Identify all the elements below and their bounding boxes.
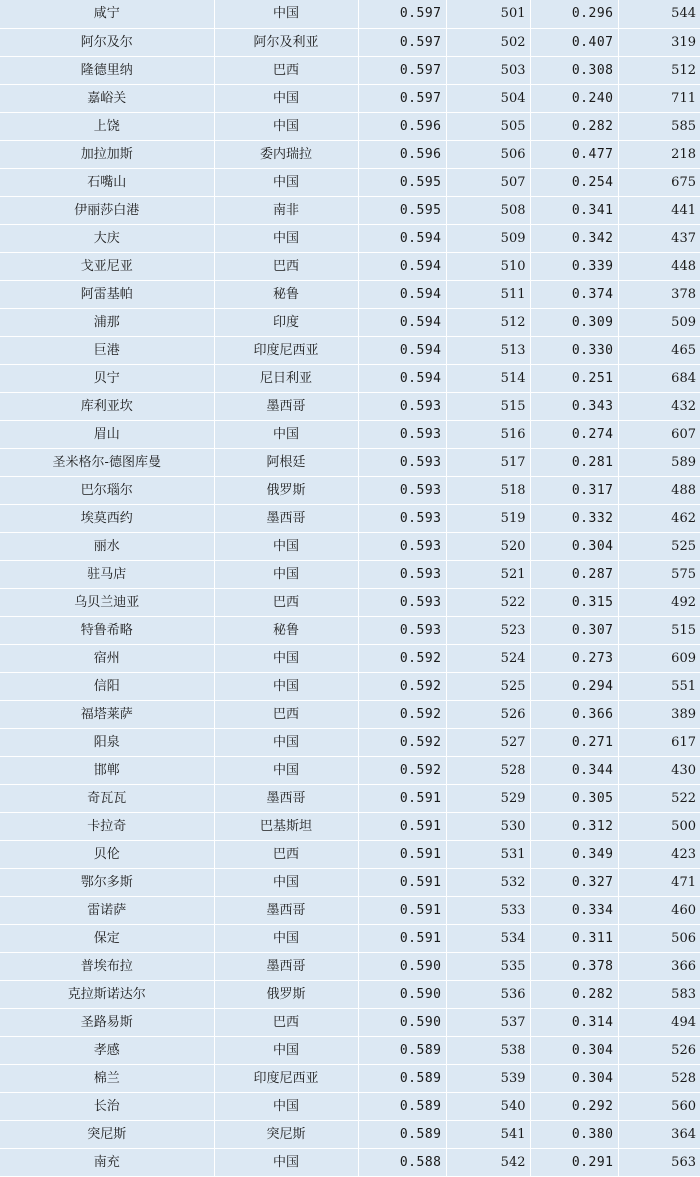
rank-2-cell: 423 [618, 840, 700, 868]
city-cell: 埃莫西约 [0, 504, 214, 532]
city-cell: 圣路易斯 [0, 1008, 214, 1036]
city-cell: 阿尔及尔 [0, 28, 214, 56]
rank-2-cell: 506 [618, 924, 700, 952]
table-row [0, 1148, 700, 1176]
rank-1-cell: 511 [446, 280, 530, 308]
country-cell: 巴西 [214, 252, 358, 280]
city-cell: 咸宁 [0, 0, 214, 28]
rank-2-cell: 460 [618, 896, 700, 924]
rank-1-cell: 529 [446, 784, 530, 812]
rank-1-cell: 517 [446, 448, 530, 476]
country-cell: 中国 [214, 756, 358, 784]
rank-2-cell: 364 [618, 1120, 700, 1148]
country-cell: 墨西哥 [214, 504, 358, 532]
city-cell: 保定 [0, 924, 214, 952]
table-row [0, 1092, 700, 1120]
score-2-cell: 0.304 [530, 1064, 618, 1092]
score-1-cell: 0.596 [358, 140, 446, 168]
score-2-cell: 0.281 [530, 448, 618, 476]
country-cell: 巴西 [214, 588, 358, 616]
rank-2-cell: 465 [618, 336, 700, 364]
table-row [0, 308, 700, 336]
score-1-cell: 0.592 [358, 700, 446, 728]
rank-2-cell: 432 [618, 392, 700, 420]
country-cell: 中国 [214, 0, 358, 28]
rank-2-cell: 389 [618, 700, 700, 728]
table-row [0, 560, 700, 588]
rank-2-cell: 448 [618, 252, 700, 280]
country-cell: 巴西 [214, 700, 358, 728]
country-cell: 南非 [214, 196, 358, 224]
table-row [0, 476, 700, 504]
score-1-cell: 0.591 [358, 896, 446, 924]
score-1-cell: 0.594 [358, 252, 446, 280]
country-cell: 墨西哥 [214, 784, 358, 812]
score-2-cell: 0.254 [530, 168, 618, 196]
score-1-cell: 0.593 [358, 392, 446, 420]
rank-1-cell: 526 [446, 700, 530, 728]
country-cell: 印度尼西亚 [214, 1064, 358, 1092]
city-cell: 加拉加斯 [0, 140, 214, 168]
city-cell: 南充 [0, 1148, 214, 1176]
rank-2-cell: 500 [618, 812, 700, 840]
city-cell: 库利亚坎 [0, 392, 214, 420]
rank-1-cell: 538 [446, 1036, 530, 1064]
score-1-cell: 0.593 [358, 420, 446, 448]
table-row [0, 1036, 700, 1064]
rank-2-cell: 378 [618, 280, 700, 308]
rank-1-cell: 519 [446, 504, 530, 532]
country-cell: 中国 [214, 924, 358, 952]
country-cell: 中国 [214, 84, 358, 112]
rank-1-cell: 534 [446, 924, 530, 952]
rank-1-cell: 516 [446, 420, 530, 448]
city-cell: 阿雷基帕 [0, 280, 214, 308]
city-cell: 邯郸 [0, 756, 214, 784]
table-row [0, 504, 700, 532]
country-cell: 中国 [214, 644, 358, 672]
score-2-cell: 0.307 [530, 616, 618, 644]
rank-1-cell: 513 [446, 336, 530, 364]
score-1-cell: 0.588 [358, 1148, 446, 1176]
table-row [0, 840, 700, 868]
score-1-cell: 0.593 [358, 560, 446, 588]
country-cell: 中国 [214, 168, 358, 196]
rank-1-cell: 506 [446, 140, 530, 168]
score-1-cell: 0.590 [358, 952, 446, 980]
score-1-cell: 0.594 [358, 364, 446, 392]
rank-1-cell: 531 [446, 840, 530, 868]
table-row [0, 28, 700, 56]
score-2-cell: 0.341 [530, 196, 618, 224]
table-row [0, 336, 700, 364]
score-2-cell: 0.304 [530, 532, 618, 560]
country-cell: 中国 [214, 560, 358, 588]
score-1-cell: 0.592 [358, 672, 446, 700]
city-cell: 特鲁希略 [0, 616, 214, 644]
rank-2-cell: 522 [618, 784, 700, 812]
rank-1-cell: 535 [446, 952, 530, 980]
score-1-cell: 0.597 [358, 28, 446, 56]
rank-1-cell: 507 [446, 168, 530, 196]
city-cell: 阳泉 [0, 728, 214, 756]
score-2-cell: 0.273 [530, 644, 618, 672]
score-1-cell: 0.597 [358, 84, 446, 112]
score-1-cell: 0.593 [358, 616, 446, 644]
score-2-cell: 0.304 [530, 1036, 618, 1064]
country-cell: 墨西哥 [214, 896, 358, 924]
rank-1-cell: 502 [446, 28, 530, 56]
rank-1-cell: 536 [446, 980, 530, 1008]
country-cell: 中国 [214, 1148, 358, 1176]
rank-2-cell: 544 [618, 0, 700, 28]
rank-2-cell: 509 [618, 308, 700, 336]
table-row [0, 672, 700, 700]
country-cell: 中国 [214, 868, 358, 896]
score-1-cell: 0.590 [358, 980, 446, 1008]
score-2-cell: 0.332 [530, 504, 618, 532]
city-cell: 圣米格尔-德图库曼 [0, 448, 214, 476]
table-row [0, 756, 700, 784]
rank-2-cell: 366 [618, 952, 700, 980]
country-cell: 委内瑞拉 [214, 140, 358, 168]
table-row [0, 616, 700, 644]
score-2-cell: 0.251 [530, 364, 618, 392]
country-cell: 墨西哥 [214, 952, 358, 980]
table-row [0, 0, 700, 28]
rank-1-cell: 514 [446, 364, 530, 392]
score-2-cell: 0.294 [530, 672, 618, 700]
score-2-cell: 0.330 [530, 336, 618, 364]
table-row [0, 1064, 700, 1092]
rank-2-cell: 609 [618, 644, 700, 672]
city-cell: 驻马店 [0, 560, 214, 588]
score-1-cell: 0.592 [358, 756, 446, 784]
city-cell: 贝宁 [0, 364, 214, 392]
table-row [0, 448, 700, 476]
score-2-cell: 0.334 [530, 896, 618, 924]
rank-1-cell: 515 [446, 392, 530, 420]
country-cell: 阿尔及利亚 [214, 28, 358, 56]
table-row [0, 168, 700, 196]
rank-1-cell: 537 [446, 1008, 530, 1036]
table-row [0, 700, 700, 728]
rank-2-cell: 430 [618, 756, 700, 784]
score-1-cell: 0.589 [358, 1092, 446, 1120]
city-cell: 巴尔瑙尔 [0, 476, 214, 504]
score-1-cell: 0.592 [358, 644, 446, 672]
table-row [0, 784, 700, 812]
score-1-cell: 0.594 [358, 308, 446, 336]
country-cell: 中国 [214, 1092, 358, 1120]
city-cell: 嘉峪关 [0, 84, 214, 112]
city-cell: 贝伦 [0, 840, 214, 868]
country-cell: 中国 [214, 672, 358, 700]
country-cell: 中国 [214, 1036, 358, 1064]
table-row [0, 196, 700, 224]
rank-2-cell: 583 [618, 980, 700, 1008]
score-2-cell: 0.282 [530, 980, 618, 1008]
rank-2-cell: 585 [618, 112, 700, 140]
score-2-cell: 0.287 [530, 560, 618, 588]
city-cell: 石嘴山 [0, 168, 214, 196]
rank-1-cell: 528 [446, 756, 530, 784]
rank-1-cell: 501 [446, 0, 530, 28]
rank-2-cell: 684 [618, 364, 700, 392]
rank-1-cell: 530 [446, 812, 530, 840]
score-2-cell: 0.240 [530, 84, 618, 112]
score-2-cell: 0.317 [530, 476, 618, 504]
score-2-cell: 0.315 [530, 588, 618, 616]
country-cell: 中国 [214, 728, 358, 756]
table-row [0, 532, 700, 560]
table-row [0, 280, 700, 308]
rank-2-cell: 488 [618, 476, 700, 504]
score-1-cell: 0.589 [358, 1120, 446, 1148]
city-cell: 上饶 [0, 112, 214, 140]
rank-1-cell: 540 [446, 1092, 530, 1120]
score-1-cell: 0.597 [358, 0, 446, 28]
rank-1-cell: 510 [446, 252, 530, 280]
table-row [0, 112, 700, 140]
table-row [0, 812, 700, 840]
score-2-cell: 0.282 [530, 112, 618, 140]
rank-1-cell: 518 [446, 476, 530, 504]
score-2-cell: 0.344 [530, 756, 618, 784]
city-cell: 信阳 [0, 672, 214, 700]
country-cell: 墨西哥 [214, 392, 358, 420]
score-2-cell: 0.366 [530, 700, 618, 728]
city-cell: 突尼斯 [0, 1120, 214, 1148]
table-row [0, 364, 700, 392]
country-cell: 秘鲁 [214, 280, 358, 308]
score-1-cell: 0.596 [358, 112, 446, 140]
country-cell: 尼日利亚 [214, 364, 358, 392]
rank-2-cell: 441 [618, 196, 700, 224]
rank-1-cell: 522 [446, 588, 530, 616]
score-1-cell: 0.591 [358, 840, 446, 868]
table-row [0, 728, 700, 756]
rank-2-cell: 471 [618, 868, 700, 896]
table-row [0, 420, 700, 448]
country-cell: 阿根廷 [214, 448, 358, 476]
country-cell: 中国 [214, 420, 358, 448]
rank-1-cell: 527 [446, 728, 530, 756]
rank-1-cell: 520 [446, 532, 530, 560]
score-2-cell: 0.380 [530, 1120, 618, 1148]
rank-1-cell: 504 [446, 84, 530, 112]
table-row [0, 140, 700, 168]
rank-2-cell: 617 [618, 728, 700, 756]
score-2-cell: 0.378 [530, 952, 618, 980]
country-cell: 印度尼西亚 [214, 336, 358, 364]
city-cell: 卡拉奇 [0, 812, 214, 840]
city-cell: 伊丽莎白港 [0, 196, 214, 224]
score-2-cell: 0.271 [530, 728, 618, 756]
city-cell: 丽水 [0, 532, 214, 560]
table-row [0, 56, 700, 84]
city-cell: 雷诺萨 [0, 896, 214, 924]
rank-2-cell: 525 [618, 532, 700, 560]
rank-1-cell: 542 [446, 1148, 530, 1176]
score-2-cell: 0.292 [530, 1092, 618, 1120]
rank-1-cell: 503 [446, 56, 530, 84]
rank-1-cell: 505 [446, 112, 530, 140]
rank-2-cell: 515 [618, 616, 700, 644]
score-2-cell: 0.309 [530, 308, 618, 336]
country-cell: 印度 [214, 308, 358, 336]
score-1-cell: 0.590 [358, 1008, 446, 1036]
rank-2-cell: 551 [618, 672, 700, 700]
score-1-cell: 0.595 [358, 196, 446, 224]
score-1-cell: 0.589 [358, 1036, 446, 1064]
rank-1-cell: 541 [446, 1120, 530, 1148]
city-cell: 长治 [0, 1092, 214, 1120]
rank-2-cell: 492 [618, 588, 700, 616]
score-1-cell: 0.594 [358, 336, 446, 364]
score-2-cell: 0.374 [530, 280, 618, 308]
rank-2-cell: 575 [618, 560, 700, 588]
score-2-cell: 0.477 [530, 140, 618, 168]
score-2-cell: 0.305 [530, 784, 618, 812]
score-2-cell: 0.327 [530, 868, 618, 896]
score-1-cell: 0.593 [358, 532, 446, 560]
country-cell: 俄罗斯 [214, 476, 358, 504]
table-row [0, 1120, 700, 1148]
score-2-cell: 0.296 [530, 0, 618, 28]
country-cell: 中国 [214, 532, 358, 560]
score-1-cell: 0.593 [358, 448, 446, 476]
score-2-cell: 0.308 [530, 56, 618, 84]
country-cell: 中国 [214, 224, 358, 252]
score-2-cell: 0.274 [530, 420, 618, 448]
score-1-cell: 0.591 [358, 868, 446, 896]
rank-2-cell: 711 [618, 84, 700, 112]
table-row [0, 224, 700, 252]
rank-2-cell: 607 [618, 420, 700, 448]
city-cell: 眉山 [0, 420, 214, 448]
score-2-cell: 0.407 [530, 28, 618, 56]
table-row [0, 952, 700, 980]
score-2-cell: 0.312 [530, 812, 618, 840]
rank-2-cell: 528 [618, 1064, 700, 1092]
rank-2-cell: 526 [618, 1036, 700, 1064]
table-row [0, 896, 700, 924]
table-row [0, 588, 700, 616]
score-1-cell: 0.597 [358, 56, 446, 84]
rank-1-cell: 512 [446, 308, 530, 336]
score-1-cell: 0.595 [358, 168, 446, 196]
country-cell: 巴西 [214, 1008, 358, 1036]
score-2-cell: 0.311 [530, 924, 618, 952]
rank-2-cell: 512 [618, 56, 700, 84]
rank-1-cell: 509 [446, 224, 530, 252]
rank-2-cell: 462 [618, 504, 700, 532]
score-1-cell: 0.593 [358, 476, 446, 504]
score-2-cell: 0.342 [530, 224, 618, 252]
rank-1-cell: 525 [446, 672, 530, 700]
city-cell: 福塔莱萨 [0, 700, 214, 728]
table-row [0, 924, 700, 952]
score-2-cell: 0.349 [530, 840, 618, 868]
country-cell: 巴西 [214, 56, 358, 84]
score-2-cell: 0.339 [530, 252, 618, 280]
city-cell: 隆德里纳 [0, 56, 214, 84]
score-1-cell: 0.591 [358, 812, 446, 840]
rank-2-cell: 675 [618, 168, 700, 196]
city-cell: 鄂尔多斯 [0, 868, 214, 896]
country-cell: 俄罗斯 [214, 980, 358, 1008]
score-2-cell: 0.291 [530, 1148, 618, 1176]
rank-1-cell: 539 [446, 1064, 530, 1092]
city-cell: 宿州 [0, 644, 214, 672]
rank-2-cell: 560 [618, 1092, 700, 1120]
rank-2-cell: 319 [618, 28, 700, 56]
rank-1-cell: 508 [446, 196, 530, 224]
table-row [0, 644, 700, 672]
score-2-cell: 0.343 [530, 392, 618, 420]
rank-1-cell: 523 [446, 616, 530, 644]
table-row [0, 868, 700, 896]
score-1-cell: 0.591 [358, 784, 446, 812]
table-row [0, 392, 700, 420]
city-cell: 孝感 [0, 1036, 214, 1064]
country-cell: 巴西 [214, 840, 358, 868]
rank-1-cell: 533 [446, 896, 530, 924]
rank-2-cell: 563 [618, 1148, 700, 1176]
rank-1-cell: 524 [446, 644, 530, 672]
score-1-cell: 0.593 [358, 504, 446, 532]
rank-2-cell: 494 [618, 1008, 700, 1036]
rank-1-cell: 532 [446, 868, 530, 896]
score-2-cell: 0.314 [530, 1008, 618, 1036]
city-cell: 乌贝兰迪亚 [0, 588, 214, 616]
score-1-cell: 0.593 [358, 588, 446, 616]
city-cell: 克拉斯诺达尔 [0, 980, 214, 1008]
rank-1-cell: 521 [446, 560, 530, 588]
table-row [0, 84, 700, 112]
city-cell: 戈亚尼亚 [0, 252, 214, 280]
city-cell: 巨港 [0, 336, 214, 364]
score-1-cell: 0.594 [358, 224, 446, 252]
score-1-cell: 0.592 [358, 728, 446, 756]
score-1-cell: 0.591 [358, 924, 446, 952]
table-row [0, 980, 700, 1008]
city-cell: 棉兰 [0, 1064, 214, 1092]
country-cell: 秘鲁 [214, 616, 358, 644]
table-row [0, 1008, 700, 1036]
rank-2-cell: 437 [618, 224, 700, 252]
rank-2-cell: 218 [618, 140, 700, 168]
country-cell: 中国 [214, 112, 358, 140]
score-1-cell: 0.589 [358, 1064, 446, 1092]
city-cell: 大庆 [0, 224, 214, 252]
rank-2-cell: 589 [618, 448, 700, 476]
score-1-cell: 0.594 [358, 280, 446, 308]
city-cell: 普埃布拉 [0, 952, 214, 980]
city-cell: 浦那 [0, 308, 214, 336]
city-cell: 奇瓦瓦 [0, 784, 214, 812]
country-cell: 巴基斯坦 [214, 812, 358, 840]
table-row [0, 252, 700, 280]
country-cell: 突尼斯 [214, 1120, 358, 1148]
